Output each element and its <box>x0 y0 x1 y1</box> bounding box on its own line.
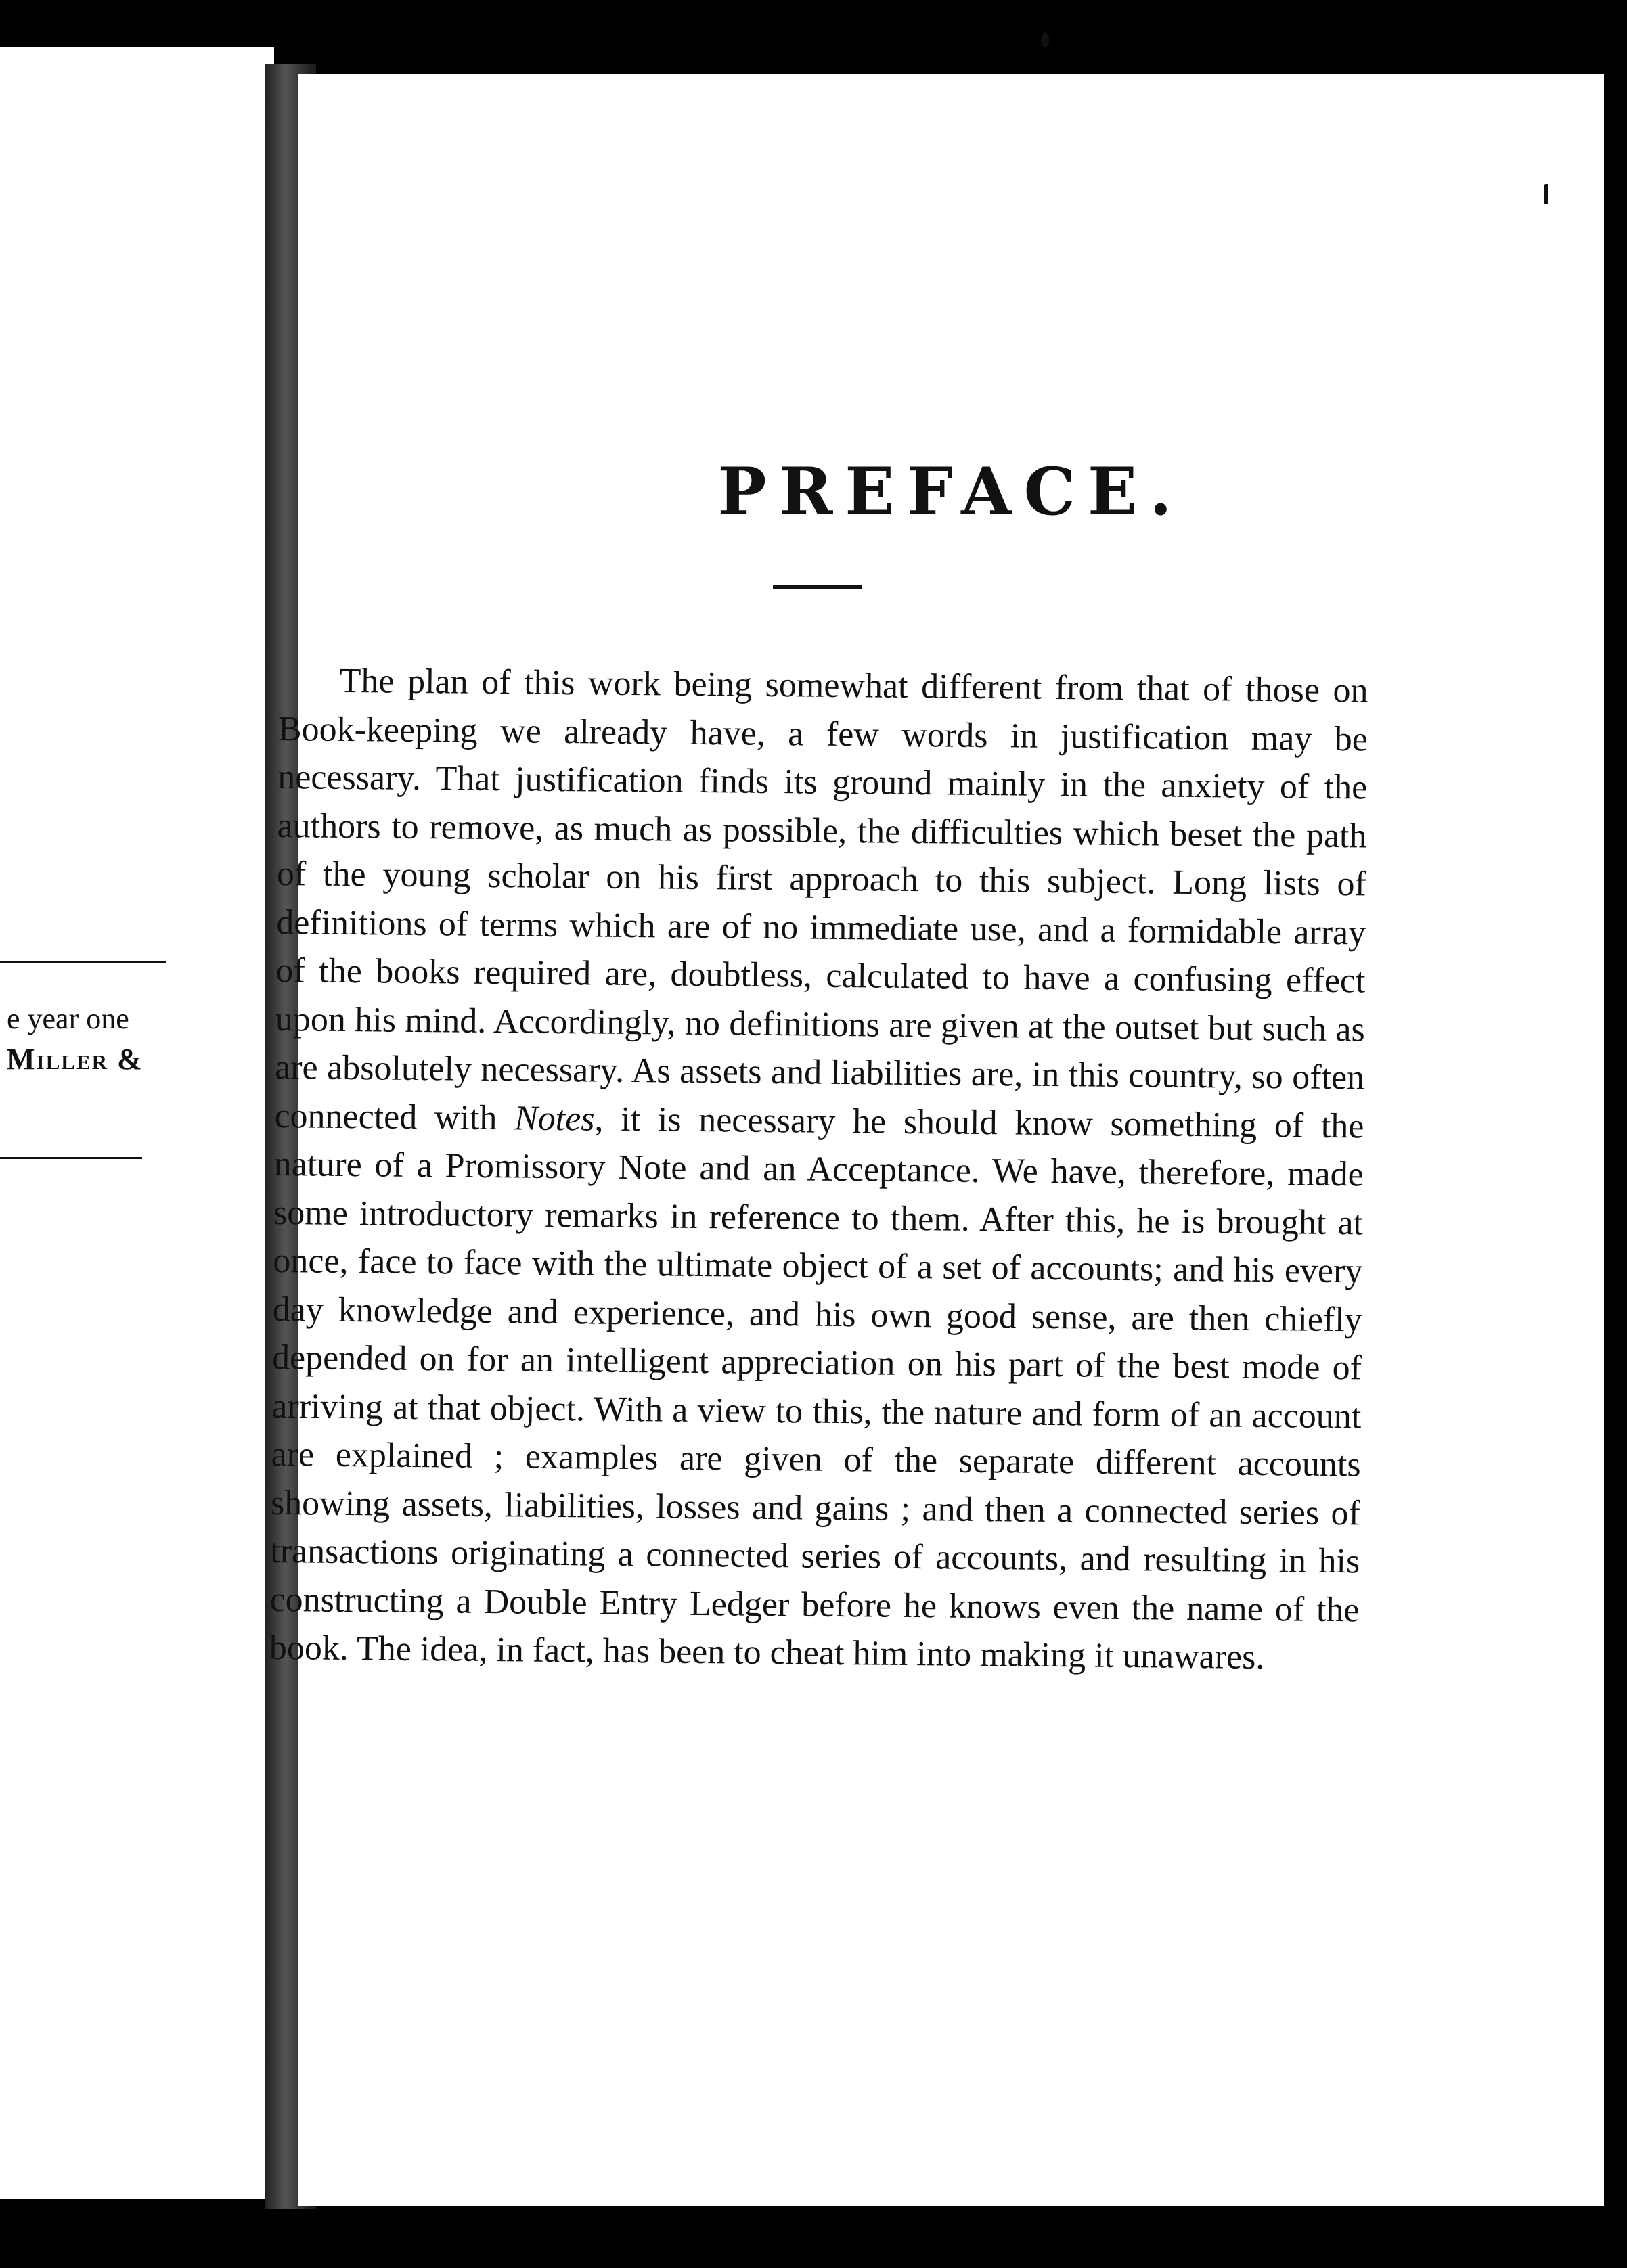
left-page-text-fragment-1: e year one <box>7 1002 129 1035</box>
left-page-rule-bottom <box>0 1157 142 1159</box>
title-divider <box>773 585 862 589</box>
scan-speck <box>1544 184 1548 204</box>
emphasized-word-notes: Notes <box>514 1098 595 1139</box>
scan-speck <box>1041 32 1049 47</box>
paragraph-text-part-1: The plan of this work being somewhat different from that of those on Book-keeping we already have, a few words in justification may be necessary. That justification finds its ground mainly in the anxiety of the authors to remove, as much as possible, the difficulties which beset the path of the young scholar on his first approach to this subject. Long lists of definitions of terms which are of no immediate use, and a formidable array of the books required are, doubtless, calculated to have a confusing effect upon his mind. Accordingly, no definitions are given at the outset but such as are absolutely necessary. As assets and liabilities are, in this country, so often connected with <box>274 661 1368 1137</box>
left-page-rule-top <box>0 961 166 963</box>
preface-page <box>269 74 1604 2206</box>
left-page-text-fragment-2: Miller & <box>7 1043 143 1076</box>
paragraph-text-part-2: , it is necessary he should know something of the nature of a Promissory Note and an Acceptance. We have, therefore, made some introductory remarks in reference to them. After this, he is brought at once, face to face with the ultimate object of a set of accounts; and his every day knowledge and experience, and his own good sense, are then chiefly depended on for an intelligent appreciation on his part of the best mode of arriving at that object. With a view to this, the nature and form of an account are explained ; examples are given of the separate different accounts showing assets, liabilities, losses and gains ; and then a connected series of transactions originating a connected series of accounts, and resulting in his constructing a Double Entry Ledger before he knows even the name of the book. The idea, in fact, has been to cheat him into making it unawares. <box>269 1099 1364 1677</box>
page-title: PREFACE. <box>717 453 1184 530</box>
left-page-fragment <box>0 47 274 2199</box>
preface-paragraph <box>269 656 1368 1683</box>
